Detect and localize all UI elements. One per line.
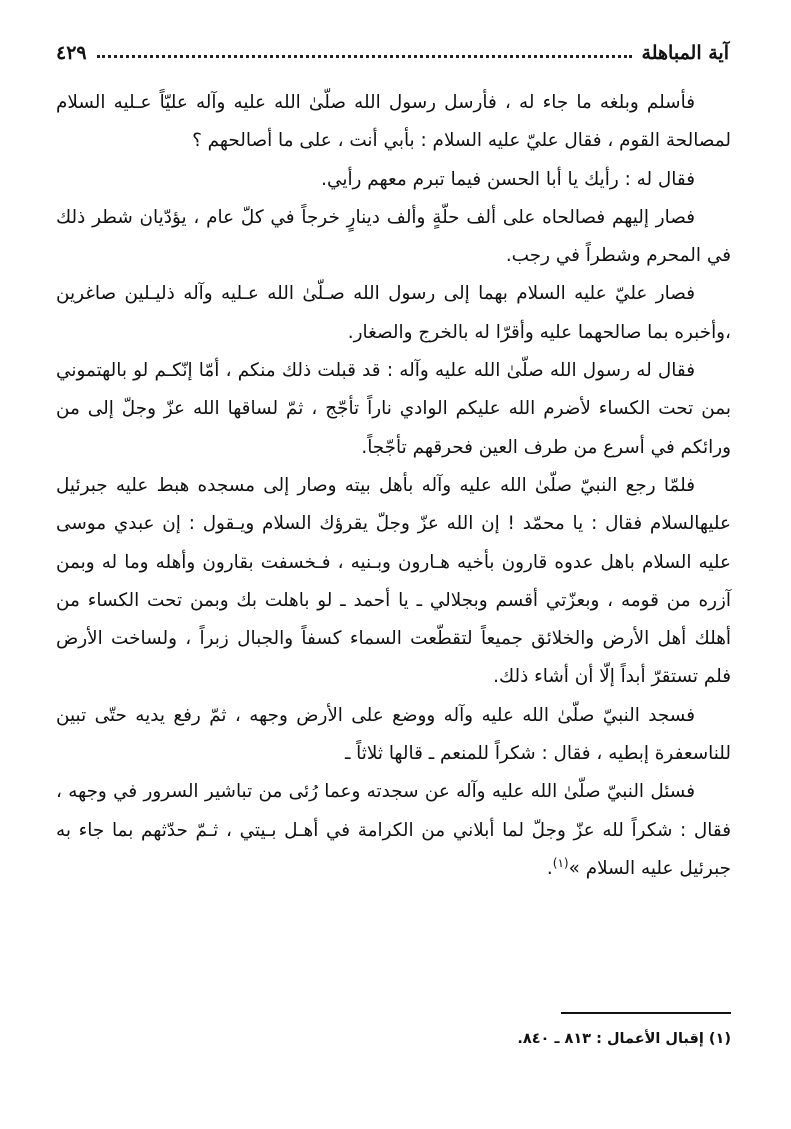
running-title: آية المباهلة <box>641 42 729 64</box>
paragraph-4: فصار عليّ عليه السلام بهما إلى رسول الله صـلّىٰ الله عـليه وآله ذليـلين صاغرين ،وأخبره بما صالحهما عليه وأقرّا له بالخرج والصغار. <box>56 283 731 343</box>
paragraph-7: فسجد النبيّ صلّىٰ الله عليه وآله ووضع على الأرض وجهه ، ثمّ رفع يديه حتّى تبين للناسعفرة إبطيه ، فقال : شكراً للمنعم ـ قالها ثلاثاً ـ <box>56 704 731 765</box>
footnote: (١) إقبال الأعمال : ٨١٣ ـ ٨٤٠. <box>517 1031 731 1047</box>
dotted-leader <box>97 55 632 58</box>
paragraph-1: فأسلم وبلغه ما جاء له ، فأرسل رسول الله صلّىٰ الله عليه وآله عليّاً عـليه السلام لمصالحة القوم ، فقال عليّ عليه السلام : بأبي أنت ، على ما أصالحهم ؟ <box>56 92 731 152</box>
paragraph-2: فقال له : رأيك يا أبا الحسن فيما تبرم معهم رأيي. <box>321 168 695 190</box>
footnote-divider <box>561 1012 731 1014</box>
paragraph-8-end: . <box>546 857 553 879</box>
paragraph-8 <box>56 773 731 888</box>
body-text <box>56 84 731 888</box>
paragraph-6: فلمّا رجع النبيّ صلّىٰ الله عليه وآله بأهل بيته وصار إلى مسجده هبط عليه جبرئيل عليهالسلام فقال : يا محمّد ! إن الله عزّ وجلّ يقرؤك السلام ويـقول : إن عبدي موسى عليه السلام باهل عدوه قارون بأخيه هـارون وبـنيه ، فـخسفت بقارون وأهله وما له وبمن آزره من قومه ، وبعزّتي أقسم وبجلالي ـ يا أحمد ـ لو باهلت بك وبمن تحت الكساء من أهلك أهل الأرض والخلائق جميعاً لتقطّعت السماء كسفاً والجبال زبراً ، ولساخت الأرض فلم تستقرّ أبداً إلّا أن أشاء ذلك. <box>56 474 731 688</box>
footnote-reference[interactable]: (١) <box>552 855 569 870</box>
paragraph-5: فقال له رسول الله صلّىٰ الله عليه وآله : قد قبلت ذلك منكم ، أمّا إنّكـم لو بالهتموني بمن تحت الكساء لأضرم الله عليكم الوادي ناراً تأجّج ، ثمّ لساقها الله عزّ وجلّ إلى من ورائكم في أسرع من طرف العين فحرقهم تأجّجاً. <box>56 360 731 458</box>
paragraph-3: فصار إليهم فصالحاه على ألف حلّةٍ وألف دينارٍ خرجاً في كلّ عام ، يؤدّيان شطر ذلك في المحرم وشطراً في رجب. <box>56 206 731 267</box>
page-number: ٤٢٩ <box>56 42 87 64</box>
paragraph-8-text: فسئل النبيّ صلّىٰ الله عليه وآله عن سجدته وعما رُئى من تباشير السرور في وجهه ، فقال : شكراً لله عزّ وجلّ لما أبلاني من الكرامة في أهـل بـيتي ، ثـمّ حدّثهم بما جاء به جبرئيل عليه السلام » <box>56 781 731 879</box>
running-header <box>56 30 729 64</box>
